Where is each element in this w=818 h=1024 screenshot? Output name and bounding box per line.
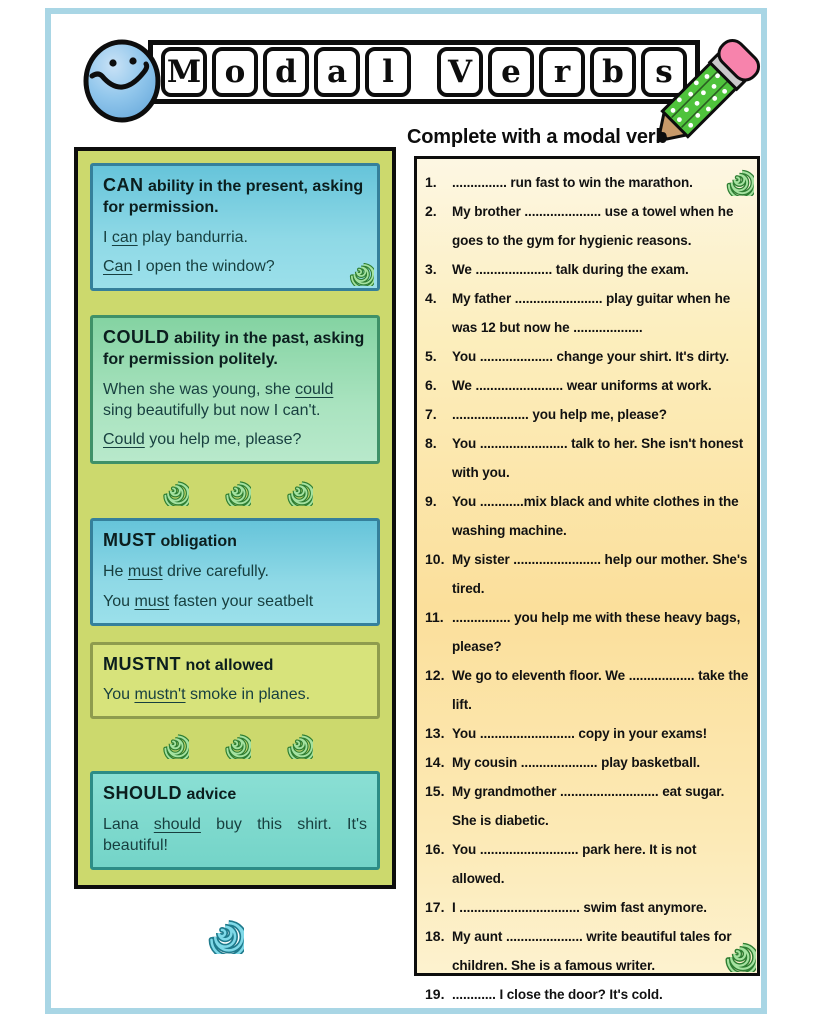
question-text: My father ........................ play guitar when he was 12 but now he ................... (452, 291, 731, 335)
example-sentence (103, 815, 367, 857)
question-text: My grandmother ........................... eat sugar. She is diabetic. (452, 784, 725, 828)
rule-keyword: CAN (103, 175, 144, 195)
question-number: 19. (425, 986, 445, 1002)
sentence-text: I (103, 228, 112, 246)
rule-title: COULD ability in the past, asking for permission politely. (103, 327, 365, 368)
question-text: ............ I close the door? It's cold. (452, 987, 663, 1002)
underlined-modal-word: can (111, 228, 138, 246)
question-row (425, 603, 751, 661)
question-text: You ........................ talk to her. She isn't honest with you. (452, 436, 744, 480)
swirl-row (90, 727, 380, 759)
sentence-text: You (103, 686, 135, 704)
exercise-heading: Complete with a modal verb (407, 126, 668, 148)
blue-swirl-icon (200, 910, 244, 959)
rule-keyword: MUST (103, 530, 156, 551)
question-row (425, 487, 751, 545)
underlined-modal-word: must (134, 592, 170, 610)
swirl-row (90, 474, 380, 506)
sentence-text: I open the window? (132, 258, 275, 276)
question-row (425, 719, 751, 748)
question-text: ............... run fast to win the marathon. (452, 175, 693, 190)
title-letter-tile: d (263, 47, 309, 97)
question-row (425, 661, 751, 719)
underlined-modal-word: Could (103, 431, 145, 449)
question-row (425, 835, 751, 893)
question-number: 11. (425, 609, 444, 625)
example-sentence (103, 430, 367, 451)
title-word-modal (161, 47, 411, 97)
title-letter-tile: r (539, 47, 585, 97)
sentence-text: fasten your seatbelt (169, 592, 314, 610)
title-letter-tile: s (641, 47, 687, 97)
example-sentence (103, 380, 367, 422)
title-letter-tile: M (161, 47, 207, 97)
question-row (425, 284, 751, 342)
question-number: 3. (425, 261, 437, 277)
question-number: 2. (425, 203, 437, 219)
question-text: ................ you help me with these heavy bags, please? (452, 610, 741, 654)
green-swirl-icon (281, 727, 313, 759)
sentence-text: When she was young, she (103, 380, 296, 398)
rule-box-mustnt (90, 642, 380, 720)
title-letter-tile: e (488, 47, 534, 97)
sentence-text: You (103, 592, 135, 610)
question-row (425, 429, 751, 487)
underlined-modal-word: must (127, 562, 163, 580)
title-banner (148, 40, 700, 104)
question-number: 12. (425, 667, 445, 683)
question-row (425, 893, 751, 922)
rule-box-should (90, 771, 380, 869)
rule-title: CAN ability in the present, asking for permission. (103, 175, 364, 216)
example-sentence (103, 592, 367, 613)
question-number: 13. (425, 725, 445, 741)
question-text: We go to eleventh floor. We .................. take the lift. (452, 668, 749, 712)
underlined-modal-word: could (295, 380, 334, 398)
rule-keyword: SHOULD (103, 783, 182, 804)
question-number: 15. (425, 783, 445, 799)
rule-box-could (90, 315, 380, 464)
sentence-text: play bandurria. (137, 228, 248, 246)
question-text: We ........................ wear uniforms at work. (452, 378, 712, 393)
sentence-text: smoke in planes. (185, 686, 311, 704)
question-row (425, 255, 751, 284)
smiley-face-icon (80, 36, 164, 129)
question-list (425, 168, 751, 1009)
question-number: 10. (425, 551, 445, 567)
green-swirl-icon (344, 256, 374, 286)
question-text: My aunt ..................... write beautiful tales for children. She is a famous writer. (452, 929, 732, 973)
question-number: 5. (425, 348, 437, 364)
question-row (425, 545, 751, 603)
rule-title: MUST obligation (103, 530, 237, 551)
question-text: We ..................... talk during the exam. (452, 262, 689, 277)
question-text: You .................... change your shirt. It's dirty. (452, 349, 730, 364)
green-swirl-icon (219, 474, 251, 506)
sentence-text: Lana (103, 815, 154, 833)
title-letter-tile: a (314, 47, 360, 97)
blue-swirl-icon (200, 910, 244, 954)
question-text: You .......................... copy in your exams! (452, 726, 708, 741)
sentence-text: you help me, please? (144, 431, 302, 449)
title-letter-tile: b (590, 47, 636, 97)
green-swirl-icon (281, 474, 313, 506)
question-text: ..................... you help me, please? (452, 407, 667, 422)
question-text: I ................................. swim fast anymore. (452, 900, 707, 915)
question-number: 16. (425, 841, 445, 857)
question-row (425, 197, 751, 255)
title-letter-tile: o (212, 47, 258, 97)
green-swirl-icon (219, 727, 251, 759)
question-text: You ........................... park here. It is not allowed. (452, 842, 697, 886)
example-sentence (103, 685, 367, 706)
pencil-icon (632, 20, 772, 180)
title-letter-tile: V (437, 47, 483, 97)
example-sentence (103, 228, 367, 249)
question-number: 14. (425, 754, 445, 770)
question-row (425, 748, 751, 777)
underlined-modal-word: Can (103, 258, 133, 276)
sentence-text: drive carefully. (162, 562, 269, 580)
sentence-text: buy this shirt. It's beautiful! (103, 815, 367, 854)
rule-title: MUSTNT not allowed (103, 653, 274, 674)
sentence-text: He (103, 562, 128, 580)
question-text: My cousin ..................... play basketball. (452, 755, 701, 770)
exercise-panel (414, 156, 760, 1002)
modal-rules-panel (74, 147, 396, 889)
example-sentence (103, 562, 367, 583)
title-letter-tile: l (365, 47, 411, 97)
underlined-modal-word: mustn't (134, 686, 186, 704)
question-text: My brother ..................... use a towel when he goes to the gym for hygienic reasons. (452, 204, 734, 248)
question-number: 9. (425, 493, 437, 509)
rule-keyword: MUSTNT (103, 653, 181, 674)
question-row (425, 342, 751, 371)
question-text: You ............mix black and white clothes in the washing machine. (452, 494, 739, 538)
green-swirl-icon (157, 474, 189, 506)
green-swirl-icon (157, 727, 189, 759)
question-number: 6. (425, 377, 437, 393)
question-number: 8. (425, 435, 437, 451)
sentence-text: sing beautifully but now I can't. (103, 401, 321, 419)
underlined-modal-word: should (153, 815, 201, 833)
question-number: 7. (425, 406, 437, 422)
rule-title: SHOULD advice (103, 783, 237, 804)
question-number: 17. (425, 899, 445, 915)
question-number: 4. (425, 290, 437, 306)
rule-box-must (90, 518, 380, 625)
question-row (425, 980, 751, 1009)
question-row (425, 922, 751, 980)
example-sentence (103, 257, 367, 278)
question-number: 18. (425, 928, 445, 944)
question-row (425, 777, 751, 835)
question-row (425, 371, 751, 400)
rule-box-can (90, 163, 380, 291)
question-number: 1. (425, 174, 437, 190)
question-row (425, 400, 751, 429)
question-text: My sister ........................ help our mother. She's tired. (452, 552, 748, 596)
rule-keyword: COULD (103, 327, 170, 348)
